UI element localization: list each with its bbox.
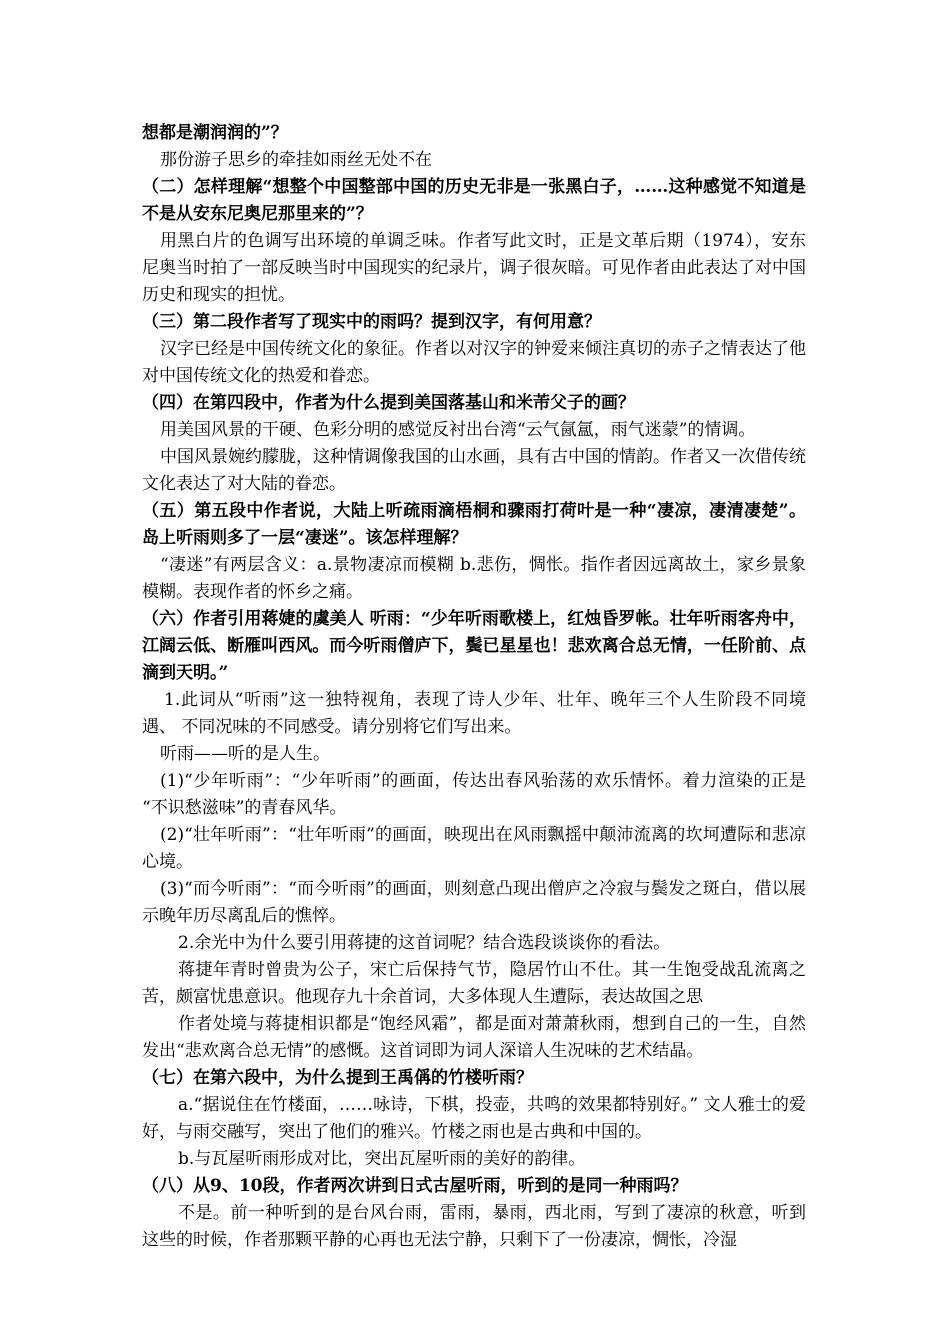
question-heading-4: （四）在第四段中，作者为什么提到美国落基山和米芾父子的画？	[142, 393, 635, 413]
question-continuation: 想都是潮润润的”？	[142, 123, 288, 143]
answer-paragraph: “凄迷”有两层含义：a.景物凄凉而模糊 b.悲伤，惆怅。指作者因远离故土，家乡景象模糊。表现作者的怀乡之痛。	[142, 555, 806, 602]
question-heading-7: （七）在第六段中，为什么提到王禹偁的竹楼听雨？	[142, 1068, 533, 1088]
question-heading-6: （六）作者引用蒋婕的虞美人 听雨：“少年听雨歌楼上，红烛昏罗帐。壮年听雨客舟中，江阔云低、断雁叫西风。而今听雨僧庐下，鬓已星星也！悲欢离合总无情，一任阶前、点滴到天明。”	[142, 609, 806, 683]
answer-paragraph: 蒋捷年青时曾贵为公子，宋亡后保持气节，隐居竹山不仕。其一生饱受战乱流离之苦，颇富忧患意识。他现存九十余首词，大多体现人生遭际，表达故国之思	[142, 960, 806, 1007]
document-body	[142, 120, 823, 1254]
answer-paragraph: 作者处境与蒋捷相识都是“饱经风霜”，都是面对萧萧秋雨，想到自己的一生，自然发出“悲欢离合总无情”的感慨。这首词即为词人深谙人生况味的艺术结晶。	[142, 1014, 806, 1061]
answer-paragraph: 中国风景婉约朦胧，这种情调像我国的山水画，具有古中国的情韵。作者又一次借传统文化表达了对大陆的眷恋。	[142, 447, 806, 494]
answer-paragraph: (1)“少年听雨”：“少年听雨”的画面，传达出春风骀荡的欢乐情怀。着力渲染的正是 “不识愁滋味”的青春风华。	[142, 771, 806, 818]
sub-question: 2.余光中为什么要引用蒋捷的这首词呢？结合选段谈谈你的看法。	[178, 933, 671, 953]
question-heading-5: （五）第五段中作者说，大陆上听疏雨滴梧桐和骤雨打荷叶是一种“凄凉，凄清凄楚”。岛上听雨则多了一层“凄迷”。该怎样理解？	[142, 501, 806, 548]
answer-paragraph: 汉字已经是中国传统文化的象征。作者以对汉字的钟爱来倾注真切的赤子之情表达了他对中国传统文化的热爱和眷恋。	[142, 339, 806, 386]
answer-paragraph: (2)“壮年听雨”：“壮年听雨”的画面，映现出在风雨飘摇中颠沛流离的坎坷遭际和悲凉 心境。	[142, 825, 823, 872]
answer-paragraph: (3)“而今听雨”：“而今听雨”的画面，则刻意凸现出僧庐之冷寂与鬓发之斑白，借以展 示晚年历尽离乱后的憔悴。	[142, 879, 806, 926]
question-heading-8: （八）从9、10段，作者两次讲到日式古屋听雨，听到的是同一种雨吗？	[142, 1176, 688, 1196]
answer-paragraph: 那份游子思乡的牵挂如雨丝无处不在	[160, 150, 432, 170]
answer-paragraph: 用美国风景的干硬、色彩分明的感觉反衬出台湾“云气氤氲，雨气迷蒙”的情调。	[160, 420, 756, 440]
question-heading-3: （三）第二段作者写了现实中的雨吗？提到汉字，有何用意？	[142, 312, 601, 332]
answer-paragraph: 用黑白片的色调写出环境的单调乏味。作者写此文时，正是文革后期（1974），安东尼奥当时拍了一部反映当时中国现实的纪录片，调子很灰暗。可见作者由此表达了对中国历史和现实的担忧。	[142, 231, 806, 305]
question-heading-2: （二）怎样理解“想整个中国整部中国的历史无非是一张黑白子，……这种感觉不知道是不是从安东尼奥尼那里来的”？	[142, 177, 806, 224]
sub-question: 1.此词从“听雨”这一独特视角，表现了诗人少年、壮年、晚年三个人生阶段不同境遇、 不同况味的不同感受。请分别将它们写出来。	[142, 690, 806, 737]
answer-paragraph: b.与瓦屋听雨形成对比，突出瓦屋听雨的美好的韵律。	[178, 1149, 586, 1169]
answer-paragraph: a.“据说住在竹楼面，……咏诗，下棋，投壶，共鸣的效果都特别好。” 文人雅士的爱好，与雨交融写，突出了他们的雅兴。竹楼之雨也是古典和中国的。	[142, 1095, 806, 1142]
answer-paragraph: 听雨——听的是人生。	[160, 744, 330, 764]
answer-paragraph: 不是。前一种听到的是台风台雨，雷雨，暴雨，西北雨，写到了凄凉的秋意，听到这些的时候，作者那颗平静的心再也无法宁静，只剩下了一份凄凉，惆怅，冷湿	[142, 1203, 806, 1250]
